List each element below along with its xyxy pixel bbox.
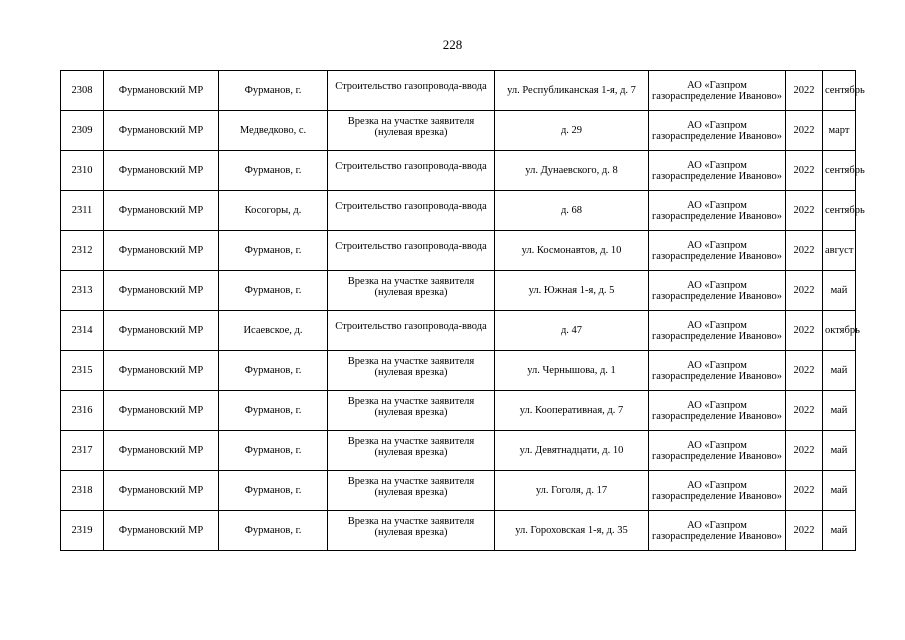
cell-row-number: 2319 xyxy=(61,511,104,551)
cell-settlement: Фурманов, г. xyxy=(219,231,328,271)
work-type-text: Врезка на участке заявителя (нулевая врезка) xyxy=(347,475,475,498)
cell-year: 2022 xyxy=(786,471,823,511)
cell-month: сентябрь xyxy=(823,191,856,231)
work-type-text: Врезка на участке заявителя (нулевая врезка) xyxy=(347,395,475,418)
table-row xyxy=(61,311,856,351)
cell-month: май xyxy=(823,511,856,551)
cell-year: 2022 xyxy=(786,431,823,471)
cell-settlement: Фурманов, г. xyxy=(219,391,328,431)
cell-address: ул. Космонавтов, д. 10 xyxy=(495,231,649,271)
cell-settlement: Фурманов, г. xyxy=(219,431,328,471)
table-row xyxy=(61,431,856,471)
cell-row-number: 2311 xyxy=(61,191,104,231)
cell-year: 2022 xyxy=(786,511,823,551)
cell-work-type xyxy=(328,511,495,551)
cell-month: май xyxy=(823,431,856,471)
cell-settlement: Фурманов, г. xyxy=(219,71,328,111)
gasification-table xyxy=(60,70,865,551)
cell-address: д. 47 xyxy=(495,311,649,351)
cell-settlement: Медведково, с. xyxy=(219,111,328,151)
cell-year: 2022 xyxy=(786,71,823,111)
cell-work-type xyxy=(328,231,495,271)
cell-address: ул. Республиканская 1-я, д. 7 xyxy=(495,71,649,111)
cell-district: Фурмановский МР xyxy=(104,391,219,431)
cell-row-number: 2318 xyxy=(61,471,104,511)
cell-organization: АО «Газпром газораспределение Иваново» xyxy=(649,391,786,431)
cell-month: май xyxy=(823,351,856,391)
cell-district: Фурмановский МР xyxy=(104,191,219,231)
cell-settlement: Фурманов, г. xyxy=(219,351,328,391)
cell-work-type xyxy=(328,351,495,391)
work-type-text: Строительство газопровода-ввода xyxy=(335,241,487,252)
cell-district: Фурмановский МР xyxy=(104,231,219,271)
cell-month: май xyxy=(823,471,856,511)
table-row xyxy=(61,191,856,231)
cell-year: 2022 xyxy=(786,351,823,391)
cell-row-number: 2313 xyxy=(61,271,104,311)
work-type-text: Врезка на участке заявителя (нулевая врезка) xyxy=(347,515,475,538)
cell-work-type xyxy=(328,111,495,151)
cell-work-type xyxy=(328,191,495,231)
table-body xyxy=(61,71,865,551)
cell-row-number: 2315 xyxy=(61,351,104,391)
table-row xyxy=(61,351,856,391)
cell-organization: АО «Газпром газораспределение Иваново» xyxy=(649,71,786,111)
cell-work-type xyxy=(328,151,495,191)
cell-year: 2022 xyxy=(786,391,823,431)
cell-row-number: 2310 xyxy=(61,151,104,191)
cell-organization: АО «Газпром газораспределение Иваново» xyxy=(649,151,786,191)
cell-year: 2022 xyxy=(786,111,823,151)
cell-settlement: Фурманов, г. xyxy=(219,471,328,511)
cell-settlement: Фурманов, г. xyxy=(219,511,328,551)
cell-address: д. 68 xyxy=(495,191,649,231)
table-row xyxy=(61,231,856,271)
cell-row-number: 2314 xyxy=(61,311,104,351)
cell-organization: АО «Газпром газораспределение Иваново» xyxy=(649,511,786,551)
work-type-text: Врезка на участке заявителя (нулевая врезка) xyxy=(347,435,475,458)
cell-district: Фурмановский МР xyxy=(104,271,219,311)
cell-month: май xyxy=(823,391,856,431)
cell-work-type xyxy=(328,471,495,511)
cell-year: 2022 xyxy=(786,311,823,351)
cell-address: ул. Гоголя, д. 17 xyxy=(495,471,649,511)
table-row xyxy=(61,511,856,551)
cell-work-type xyxy=(328,391,495,431)
work-type-text: Строительство газопровода-ввода xyxy=(335,161,487,172)
cell-month: сентябрь xyxy=(823,151,856,191)
cell-address: ул. Южная 1-я, д. 5 xyxy=(495,271,649,311)
cell-district: Фурмановский МР xyxy=(104,311,219,351)
cell-work-type xyxy=(328,311,495,351)
cell-settlement: Фурманов, г. xyxy=(219,151,328,191)
cell-row-number: 2309 xyxy=(61,111,104,151)
cell-organization: АО «Газпром газораспределение Иваново» xyxy=(649,271,786,311)
cell-district: Фурмановский МР xyxy=(104,471,219,511)
cell-work-type xyxy=(328,271,495,311)
cell-organization: АО «Газпром газораспределение Иваново» xyxy=(649,191,786,231)
work-type-text: Строительство газопровода-ввода xyxy=(335,321,487,332)
cell-month: март xyxy=(823,111,856,151)
cell-year: 2022 xyxy=(786,271,823,311)
cell-address: ул. Девятнадцати, д. 10 xyxy=(495,431,649,471)
cell-district: Фурмановский МР xyxy=(104,351,219,391)
cell-district: Фурмановский МР xyxy=(104,151,219,191)
cell-year: 2022 xyxy=(786,191,823,231)
work-type-text: Врезка на участке заявителя (нулевая врезка) xyxy=(347,115,475,138)
table-row xyxy=(61,471,856,511)
cell-month: август xyxy=(823,231,856,271)
cell-address: д. 29 xyxy=(495,111,649,151)
cell-work-type xyxy=(328,71,495,111)
cell-month: май xyxy=(823,271,856,311)
cell-address: ул. Дунаевского, д. 8 xyxy=(495,151,649,191)
cell-organization: АО «Газпром газораспределение Иваново» xyxy=(649,311,786,351)
cell-district: Фурмановский МР xyxy=(104,511,219,551)
cell-district: Фурмановский МР xyxy=(104,431,219,471)
cell-address: ул. Чернышова, д. 1 xyxy=(495,351,649,391)
page-number: 228 xyxy=(442,37,463,52)
cell-row-number: 2308 xyxy=(61,71,104,111)
table-row xyxy=(61,151,856,191)
table-row xyxy=(61,71,856,111)
cell-settlement: Косогоры, д. xyxy=(219,191,328,231)
cell-organization: АО «Газпром газораспределение Иваново» xyxy=(649,111,786,151)
cell-row-number: 2312 xyxy=(61,231,104,271)
table-row xyxy=(61,111,856,151)
work-type-text: Врезка на участке заявителя (нулевая врезка) xyxy=(347,275,475,298)
cell-district: Фурмановский МР xyxy=(104,71,219,111)
cell-year: 2022 xyxy=(786,151,823,191)
cell-organization: АО «Газпром газораспределение Иваново» xyxy=(649,231,786,271)
cell-organization: АО «Газпром газораспределение Иваново» xyxy=(649,471,786,511)
work-type-text: Строительство газопровода-ввода xyxy=(335,201,487,212)
cell-address: ул. Кооперативная, д. 7 xyxy=(495,391,649,431)
cell-work-type xyxy=(328,431,495,471)
table-row xyxy=(61,391,856,431)
cell-month: сентябрь xyxy=(823,71,856,111)
work-type-text: Врезка на участке заявителя (нулевая врезка) xyxy=(347,355,475,378)
cell-settlement: Фурманов, г. xyxy=(219,271,328,311)
work-type-text: Строительство газопровода-ввода xyxy=(335,81,487,92)
cell-month: октябрь xyxy=(823,311,856,351)
cell-row-number: 2316 xyxy=(61,391,104,431)
cell-settlement: Исаевское, д. xyxy=(219,311,328,351)
cell-organization: АО «Газпром газораспределение Иваново» xyxy=(649,431,786,471)
cell-row-number: 2317 xyxy=(61,431,104,471)
cell-address: ул. Гороховская 1-я, д. 35 xyxy=(495,511,649,551)
cell-district: Фурмановский МР xyxy=(104,111,219,151)
cell-year: 2022 xyxy=(786,231,823,271)
cell-organization: АО «Газпром газораспределение Иваново» xyxy=(649,351,786,391)
table-row xyxy=(61,271,856,311)
